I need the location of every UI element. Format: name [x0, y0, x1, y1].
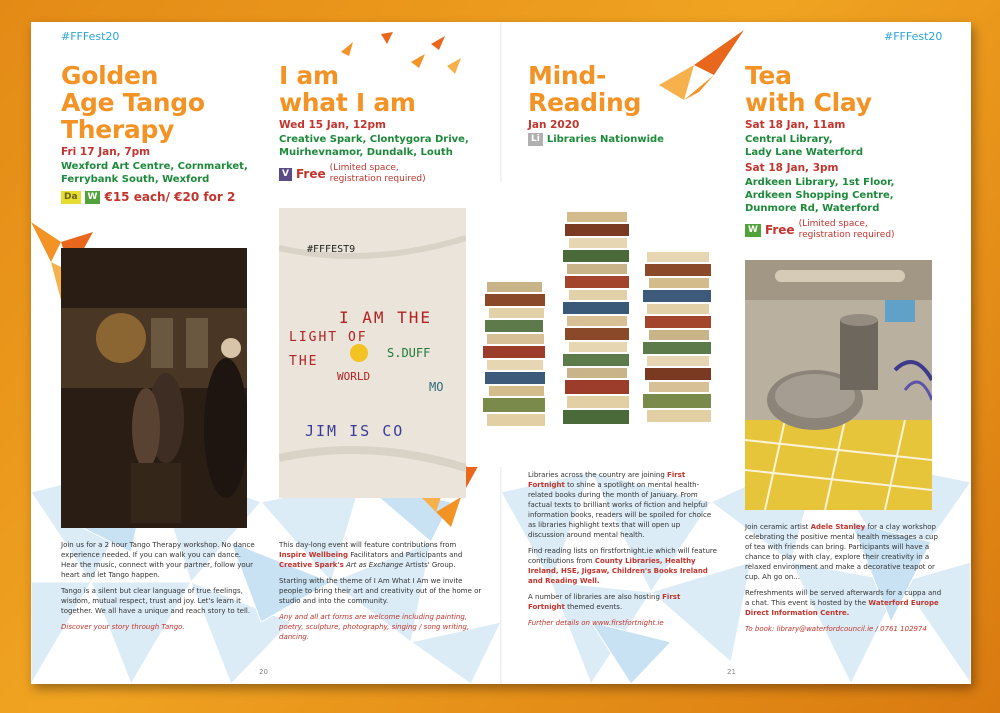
hashtag-left: #FFFest20 — [61, 30, 120, 43]
badge-libraries: Li — [528, 133, 543, 146]
event-venue: Creative Spark, Clontygora Drive, Muirhevnamor, Dundalk, Louth — [279, 134, 469, 158]
event-date: Sat 18 Jan, 3pm — [745, 162, 839, 174]
embroidery-photo — [279, 208, 466, 498]
event-price: W Free (Limited space, registration required) — [745, 219, 955, 241]
event-title: Tea with Clay — [745, 61, 872, 117]
event-date: Wed 15 Jan, 12pm — [279, 119, 386, 131]
embroidery-line: LIGHT OF — [289, 330, 368, 345]
book-stack-left — [483, 282, 545, 426]
event-date: Fri 17 Jan, 7pm — [61, 146, 151, 158]
hashtag-right: #FFFest20 — [884, 30, 943, 43]
event-venue: Central Library, Lady Lane Waterford — [745, 134, 864, 158]
embroidery-line: MO — [429, 380, 444, 394]
event-description: This day-long event will feature contributions from Inspire Wellbeing Facilitators and Participants and Creative Spark's Art as Exchange Artists' Group. Starting with the theme of I Am What I Am we invite people to bring their art and creativity out of the home or studio and into the community. Any and all art forms are welcome including painting, poetry, sculpture, photography, singing / song writing, dancing. — [279, 541, 482, 641]
embroidery-line: S.DUFF — [387, 346, 431, 360]
event-price: V Free (Limited space, registration required) — [279, 163, 484, 185]
book-stack-middle — [563, 212, 629, 424]
badge-wheelchair: W — [745, 224, 761, 237]
clay-photo — [745, 260, 932, 510]
tango-photo — [61, 248, 247, 528]
event-i-am-what-i-am — [279, 62, 484, 185]
event-title: Golden Age Tango Therapy — [61, 61, 205, 144]
book-stacks-photo — [467, 182, 737, 467]
event-venue: Li Libraries Nationwide — [528, 133, 718, 146]
embroidery-line: JIM IS CO — [305, 422, 405, 440]
embroidery-hashtag: #FFFEST9 — [307, 244, 356, 255]
event-venue: Ardkeen Library, 1st Floor, Ardkeen Shopping Centre, Dunmore Rd, Waterford — [745, 177, 895, 214]
event-description: Libraries across the country are joining First Fortnight to shine a spotlight on mental health-related books during the month of January. From factual texts to brilliant works of fiction and helpful information books, readers will be spoiled for choice as libraries highlight texts that will open up discussion around mental health. Find reading lists on firstfortnight.ie which will feature contributions from County Libraries, Healthy Ireland, HSE, Jigsaw, Children's Books Ireland and Reading Well. A number of libraries are also hosting First Fortnight themed events. Further details on www.firstfortnight.ie — [528, 471, 717, 627]
badge-wheelchair: W — [85, 191, 101, 204]
badge-visual: V — [279, 168, 292, 181]
brochure-spread — [31, 22, 971, 684]
badge-dance: Da — [61, 191, 81, 204]
page-number-left: 20 — [259, 668, 268, 676]
event-tea-with-clay — [745, 62, 955, 241]
embroidery-line: WORLD — [337, 370, 371, 383]
event-mind-reading — [528, 62, 718, 146]
page-number-right: 21 — [727, 668, 736, 676]
event-venue: Wexford Art Centre, Cornmarket, Ferrybank South, Wexford — [61, 161, 248, 185]
embroidery-line: THE — [289, 354, 319, 369]
event-date: Sat 18 Jan, 11am — [745, 119, 846, 131]
event-golden-age-tango — [61, 62, 261, 204]
event-description: Join us for a 2 hour Tango Therapy workshop. No dance experience needed. If you can walk you can dance. Hear the music, connect with your partner, follow your heart and let Tango happen. Tango is a silent but clear language of true feelings, wisdom, mutual respect, trust and joy. Let's learn it together. We all have a unique and reach story to tell. Discover your story through Tango. — [61, 541, 255, 631]
event-date: Jan 2020 — [528, 119, 580, 131]
event-title: I am what I am — [279, 61, 416, 117]
event-price: Da W €15 each/ €20 for 2 — [61, 190, 261, 204]
event-title: Mind- Reading — [528, 61, 642, 117]
event-description: Join ceramic artist Adele Stanley for a clay workshop celebrating the positive mental health messages a cup of tea with friends can bring. Participants will have a chance to play with clay, explore their creativity in a relaxed environment and make a decorative teapot or cup. Ah go on... Refreshments will be served afterwards for a cuppa and a chat. This event is hosted by the Waterford Europe Direct Information Centre. To book: library@waterfordcouncil.ie / 0761 102974 — [745, 523, 942, 633]
embroidery-line: I AM THE — [339, 308, 433, 327]
